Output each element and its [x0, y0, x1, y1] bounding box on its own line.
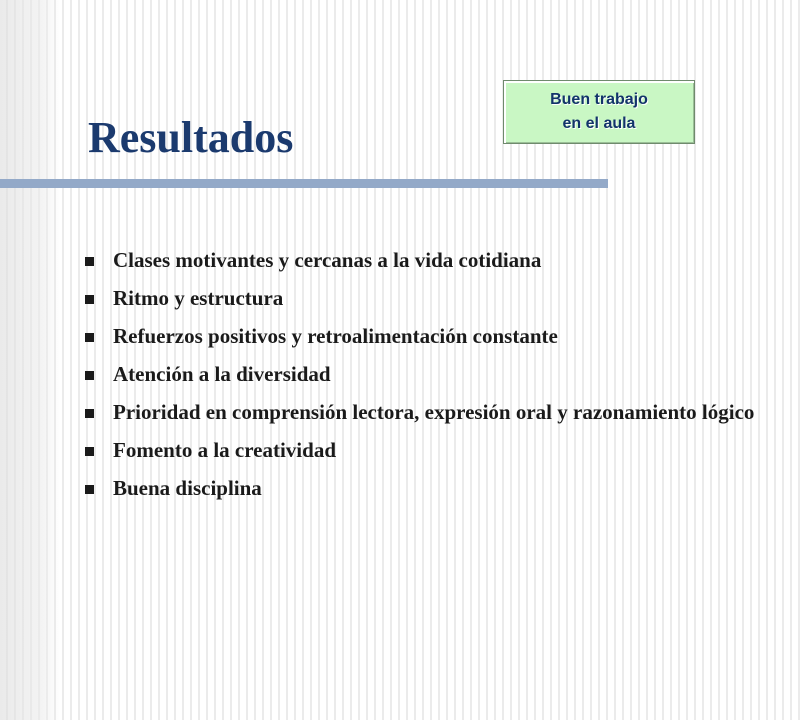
callout-line-1: Buen trabajo: [550, 91, 648, 108]
list-item-text: Atención a la diversidad: [113, 362, 331, 386]
list-item-text: Fomento a la creatividad: [113, 438, 337, 462]
list-item: [84, 245, 774, 275]
list-item: [84, 283, 774, 313]
square-bullet-icon: [85, 295, 94, 304]
slide-side-band: [0, 0, 60, 720]
square-bullet-icon: [85, 447, 94, 456]
square-bullet-icon: [85, 371, 94, 380]
list-item-text: Clases motivantes y cercanas a la vida cotidiana: [113, 248, 542, 272]
bullet-list: [84, 245, 774, 511]
list-item: [84, 397, 774, 427]
list-item-text: Refuerzos positivos y retroalimentación constante: [113, 324, 558, 348]
slide-title: Resultados: [88, 113, 294, 162]
callout-line-2: en el aula: [562, 115, 636, 132]
square-bullet-icon: [85, 485, 94, 494]
list-item: [84, 321, 774, 351]
list-item: [84, 473, 774, 503]
title-underline: [0, 179, 608, 188]
list-item: [84, 435, 774, 465]
list-item-text: Ritmo y estructura: [113, 286, 284, 310]
list-item-text: Buena disciplina: [113, 476, 262, 500]
square-bullet-icon: [85, 409, 94, 418]
square-bullet-icon: [85, 333, 94, 342]
callout-box: [503, 80, 695, 144]
square-bullet-icon: [85, 257, 94, 266]
list-item: [84, 359, 774, 389]
list-item-text: Prioridad en comprensión lectora, expresión oral y razonamiento lógico: [113, 400, 755, 424]
